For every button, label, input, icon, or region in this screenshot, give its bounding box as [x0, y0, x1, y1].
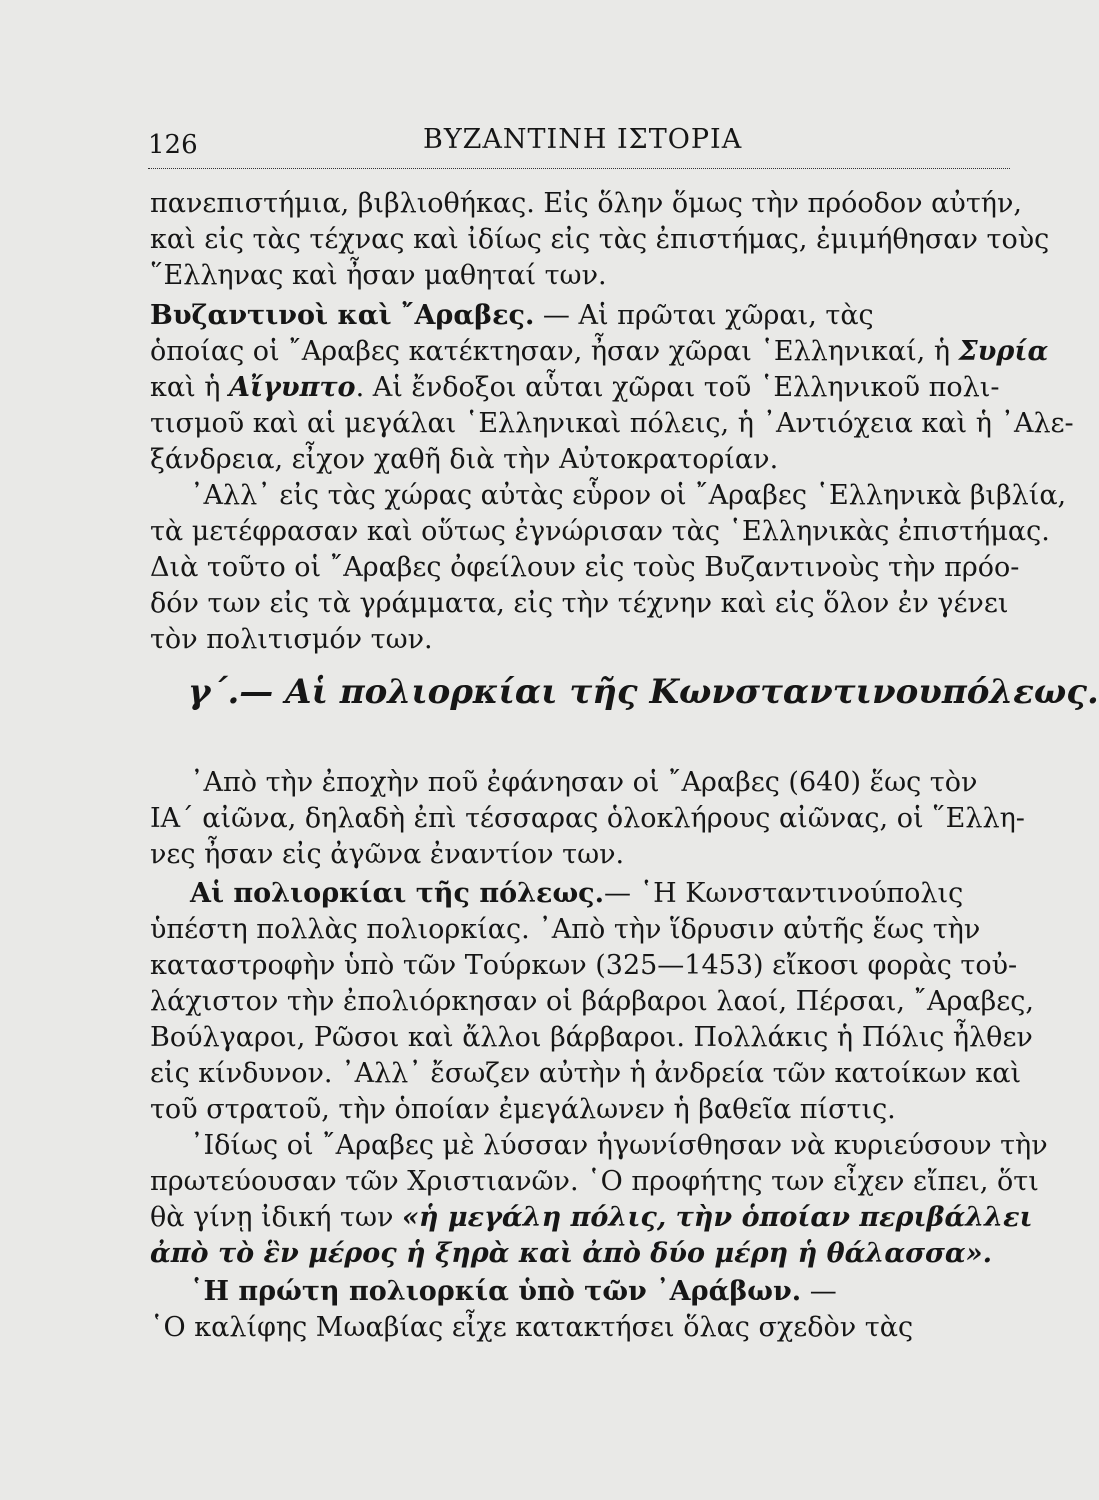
emphasis: Συρία — [958, 336, 1049, 367]
text-line: τοῦ στρατοῦ, τὴν ὁποίαν ἐμεγάλωνεν ἡ βαθεῖα πίστις. — [150, 1094, 896, 1125]
text-line: πανεπιστήμια, βιβλιοθήκας. Εἰς ὅλην ὅμως τὴν πρόοδον αὐτήν, — [150, 188, 1022, 219]
quotation: «ἡ μεγάλη πόλις, τὴν ὁποίαν περιβάλλει — [401, 1202, 1033, 1233]
text-line: Βούλγαροι, Ρῶσοι καὶ ἄλλοι βάρβαροι. Πολλάκις ἡ Πόλις ἦλθεν — [150, 1022, 1033, 1053]
text-line: ξάνδρεια, εἶχον χαθῆ διὰ τὴν Αὐτοκρατορίαν. — [150, 444, 779, 475]
text-line: καταστροφὴν ὑπὸ τῶν Τούρκων (325—1453) εἴκοσι φορὰς τοὐ- — [150, 950, 1018, 981]
text-line: δόν των εἰς τὰ γράμματα, εἰς τὴν τέχνην καὶ εἰς ὅλον ἐν γένει — [150, 588, 1009, 619]
run-in-heading: ῾Η πρώτη πολιορκία ὑπὸ τῶν ᾽Αράβων. — [190, 1276, 802, 1307]
text-line: νες ἦσαν εἰς ἀγῶνα ἐναντίον των. — [150, 839, 625, 870]
text-line: Βυζαντινοὶ καὶ ῎Αραβες. — Αἱ πρῶται χῶραι, τὰς — [150, 300, 874, 331]
text-line: ΙΑ΄ αἰῶνα, δηλαδὴ ἐπὶ τέσσαρας ὁλοκλήρους αἰῶνας, οἱ ῞Ελλη- — [150, 803, 1025, 834]
text-line: ῾Ο καλίφης Μωαβίας εἶχε κατακτήσει ὅλας σχεδὸν τὰς — [150, 1312, 914, 1343]
page-header — [148, 124, 1010, 172]
text-line — [150, 1236, 1010, 1272]
header-rule — [148, 168, 1010, 169]
text-line: ὑπέστη πολλὰς πολιορκίας. ᾽Απὸ τὴν ἵδρυσιν αὐτῆς ἕως τὴν — [150, 914, 981, 945]
text-line: λάχιστον τὴν ἐπολιόρκησαν οἱ βάρβαροι λαοί, Πέρσαι, ῎Αραβες, — [150, 986, 1034, 1017]
page-number: 126 — [148, 130, 198, 160]
text-line: Αἱ πολιορκίαι τῆς πόλεως.— ῾Η Κωνσταντινούπολις — [190, 878, 964, 909]
text-line: ῾Η πρώτη πολιορκία ὑπὸ τῶν ᾽Αράβων. — — [190, 1276, 837, 1307]
run-in-heading: Αἱ πολιορκίαι τῆς πόλεως. — [190, 878, 604, 909]
text-line: τὰ μετέφρασαν καὶ οὕτως ἐγνώρισαν τὰς ῾Ελληνικὰς ἐπιστήμας. — [150, 516, 1050, 547]
text-line: ῞Ελληνας καὶ ἦσαν μαθηταί των. — [150, 260, 607, 291]
text-line: πρωτεύουσαν τῶν Χριστιανῶν. ῾Ο προφήτης των εἶχεν εἴπει, ὅτι — [150, 1166, 1039, 1197]
text-line: Διὰ τοῦτο οἱ ῎Αραβες ὀφείλουν εἰς τοὺς Βυζαντινοὺς τὴν πρόο- — [150, 552, 1020, 583]
text-line: ᾽Αλλ᾽ εἰς τὰς χώρας αὐτὰς εὗρον οἱ ῎Αραβες ῾Ελληνικὰ βιβλία, — [190, 480, 1067, 511]
text-line: καὶ ἡ Αἴγυπτο. Αἱ ἔνδοξοι αὗται χῶραι τοῦ ῾Ελληνικοῦ πολι- — [150, 372, 1000, 403]
text-line: καὶ εἰς τὰς τέχνας καὶ ἰδίως εἰς τὰς ἐπιστήμας, ἐμιμήθησαν τοὺς — [150, 224, 1050, 255]
text-line: ὁποίας οἱ ῎Αραβες κατέκτησαν, ἦσαν χῶραι ῾Ελληνικαί, ἡ Συρία — [150, 336, 1049, 367]
text-line: θὰ γίνῃ ἰδική των «ἡ μεγάλη πόλις, τὴν ὁποίαν περιβάλλει — [150, 1202, 1033, 1233]
text-line: τισμοῦ καὶ αἱ μεγάλαι ῾Ελληνικαὶ πόλεις, ἡ ᾽Αντιόχεια καὶ ἡ ᾽Αλε- — [150, 408, 1074, 439]
section-heading: γ΄.— Αἱ πολιορκίαι τῆς Κωνσταντινουπόλεως. — [188, 672, 1099, 712]
text-line: ᾽Ιδίως οἱ ῎Αραβες μὲ λύσσαν ἠγωνίσθησαν νὰ κυριεύσουν τὴν — [190, 1130, 1048, 1161]
emphasis: Αἴγυπτο — [229, 372, 356, 403]
text-line: εἰς κίνδυνον. ᾽Αλλ᾽ ἔσωζεν αὐτὴν ἡ ἀνδρεία τῶν κατοίκων καὶ — [150, 1058, 1022, 1089]
run-in-heading: Βυζαντινοὶ καὶ ῎Αραβες. — [150, 300, 535, 331]
quotation: ἀπὸ τὸ ἓν μέρος ἡ ξηρὰ καὶ ἀπὸ δύο μέρη ἡ θάλασσα». — [150, 1238, 992, 1269]
running-title: ΒΥΖΑΝΤΙΝΗ ΙΣΤΟΡΙΑ — [423, 124, 743, 155]
text-line: τὸν πολιτισμόν των. — [150, 624, 433, 655]
text-line: ᾽Απὸ τὴν ἐποχὴν ποῦ ἐφάνησαν οἱ ῎Αραβες (640) ἕως τὸν — [190, 767, 978, 798]
